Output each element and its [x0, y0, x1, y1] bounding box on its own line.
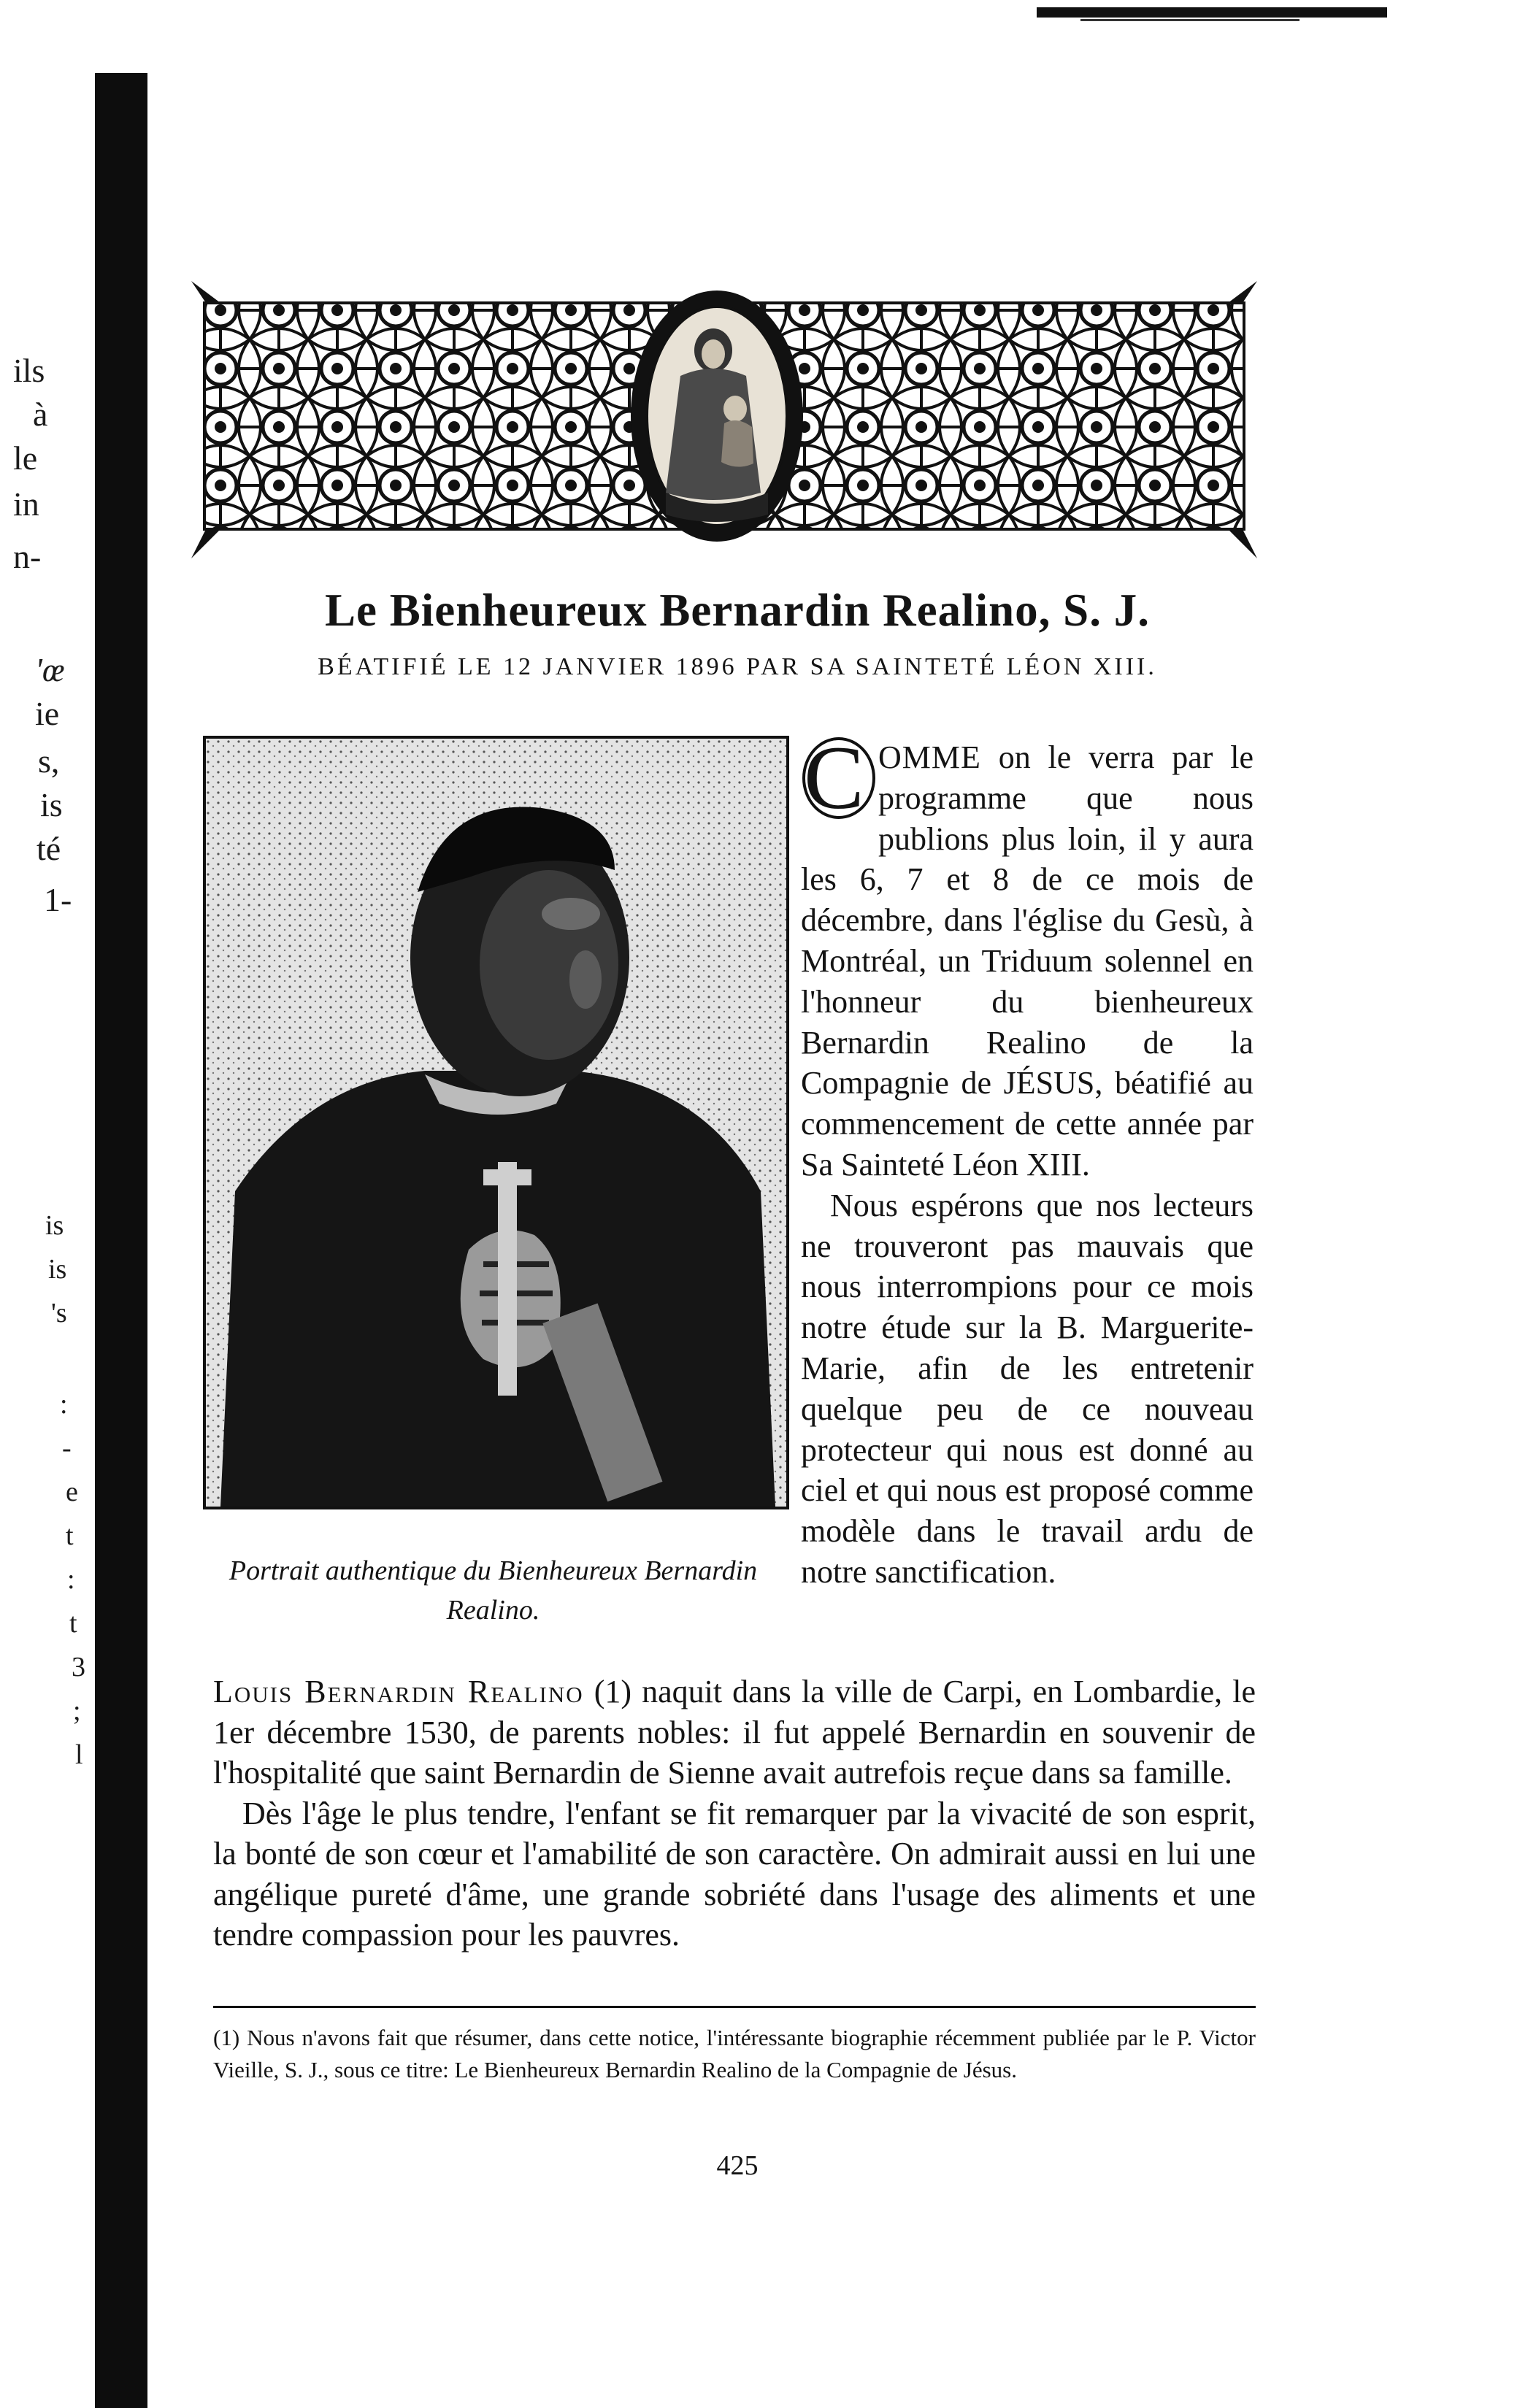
- column-paragraph-2: Nous espérons que nos lecteurs ne trouveront pas mauvais que nous interrompions pour ce mois notre étude sur la B. Marguerite-Marie, afin de les entretenir quelque peu de ce nouveau protecteur qui nous est donné au ciel et qui nous est proposé comme modèle dans le travail ardu de notre sanctification.: [801, 1187, 1254, 1590]
- column-lead-word: OMME: [878, 739, 981, 775]
- portrait-caption: Portrait authentique du Bienheureux Bernardin Realino.: [229, 1555, 758, 1626]
- margin-fragment: 3: [72, 1652, 85, 1682]
- margin-fragment: à: [33, 396, 48, 433]
- right-column-text: [801, 728, 1254, 1593]
- margin-fragment: is: [45, 1210, 64, 1241]
- margin-fragment: :: [60, 1389, 68, 1420]
- top-scan-rule-thin: [1080, 19, 1299, 21]
- body-lead-name: Louis Bernardin Realino: [213, 1674, 584, 1709]
- page-number: 425: [716, 2150, 759, 2181]
- margin-fragment: n-: [13, 538, 42, 575]
- drop-cap-letter: C: [804, 728, 864, 828]
- margin-fragment: :: [67, 1564, 75, 1595]
- body-paragraph-1-text: (1) naquit dans la ville de Carpi, en Lombardie, le 1er décembre 1530, de parents nobles: il fut appelé Bernardin en souvenir de l'hospitalité que saint Bernardin de Sienne avait autrefois reçue dans sa famille.: [213, 1674, 1256, 1790]
- column-paragraph-1: [801, 728, 1254, 1185]
- margin-fragment: 'œ: [35, 651, 65, 688]
- body-paragraph-1: [213, 1672, 1256, 1793]
- portrait-graphic: [206, 739, 786, 1507]
- portrait-image: [203, 736, 789, 1509]
- margin-fragment: le: [13, 439, 38, 477]
- margin-fragment: is: [40, 786, 63, 823]
- margin-fragment: -: [62, 1433, 72, 1463]
- margin-fragment: ie: [35, 695, 60, 732]
- margin-fragment: ils: [13, 352, 45, 389]
- header-ornament: [191, 281, 1257, 558]
- body-text: [213, 1672, 1256, 1955]
- margin-fragment: s,: [38, 742, 60, 780]
- margin-fragment: e: [66, 1477, 78, 1507]
- margin-fragment: 1-: [44, 881, 72, 918]
- drop-cap: [801, 728, 874, 828]
- body-paragraph-2: Dès l'âge le plus tendre, l'enfant se fit remarquer par la vivacité de son esprit, la bonté de son cœur et l'amabilité de son caractère. On admirait aussi en lui une angélique pureté d'âme, une grande sobriété dans l'usage des aliments et une tendre compassion pour les pauvres.: [213, 1795, 1256, 1953]
- footnote-rule: [213, 2006, 1256, 2008]
- margin-fragment: in: [13, 485, 39, 523]
- margin-fragment: is: [48, 1254, 67, 1285]
- column-paragraph-1-text: on le verra par le programme que nous publions plus loin, il y aura les 6, 7 et 8 de ce mois de décembre, dans l'église du Gesù, à Montréal, un Triduum solennel en l'honneur du bienheureux Bernardin Realino de la Compagnie de JÉSUS, béatifié au commencement de cette année par Sa Sainteté Léon XIII.: [801, 739, 1254, 1182]
- margin-fragment: 's: [51, 1298, 67, 1328]
- margin-fragment: té: [37, 830, 61, 867]
- footnote: (1) Nous n'avons fait que résumer, dans cette notice, l'intéressante biographie récemment publiée par le P. Victor Vieille, S. J., sous ce titre: Le Bienheureux Bernardin Realino de la Compagnie de Jésus.: [213, 2025, 1256, 2082]
- article-subtitle: BÉATIFIÉ LE 12 JANVIER 1896 PAR SA SAINTETÉ LÉON XIII.: [318, 653, 1157, 680]
- article-title: Le Bienheureux Bernardin Realino, S. J.: [325, 585, 1150, 636]
- top-scan-rule: [1037, 7, 1387, 18]
- ornamental-band-graphic: [191, 281, 1257, 558]
- margin-fragment: l: [75, 1739, 83, 1770]
- margin-fragment: t: [66, 1520, 74, 1551]
- margin-fragment: t: [69, 1608, 77, 1639]
- margin-fragment: ;: [73, 1696, 81, 1726]
